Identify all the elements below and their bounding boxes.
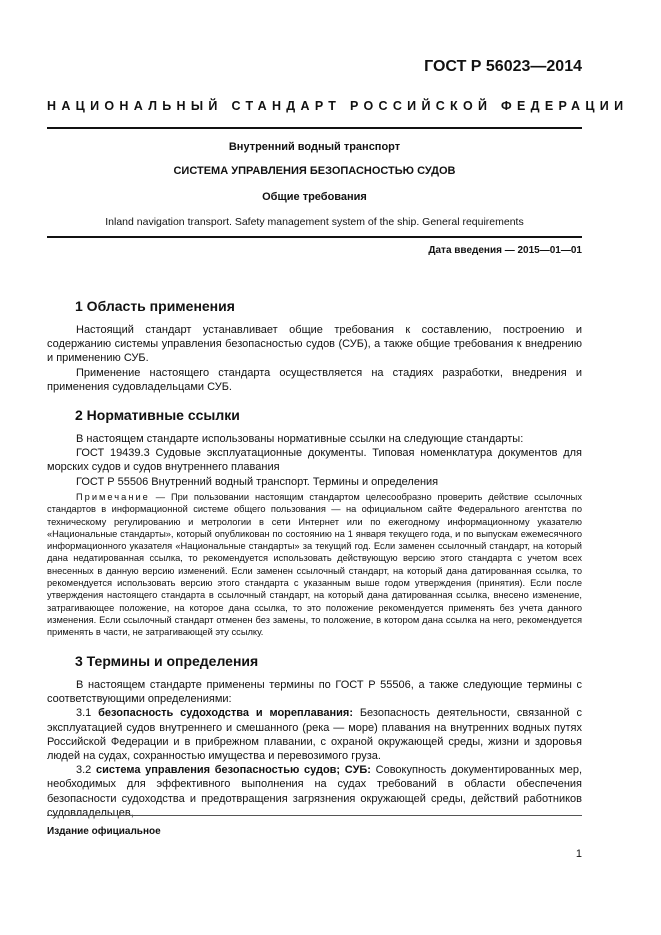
section-1-body (47, 323, 582, 394)
section-2-body (47, 432, 582, 489)
section-1-heading: 1 Область применения (75, 298, 235, 314)
term-3-1 (47, 706, 582, 763)
note-label: Примечание (76, 492, 150, 502)
term-number: 3.1 (76, 707, 99, 720)
section-2-paragraph: ГОСТ 19439.3 Судовые эксплуатационные документы. Типовая номенклатура документов для морских судов и судов внутреннего плавания (47, 447, 582, 474)
term-definition: Безопасность деятельности, связанной с эксплуатацией судов внутреннего и смешанного (река — море) плавания на внутренних водных путях Российской Федерации и в прибрежном плавании, с охраной окружающей среды, жизни и здоровья людей на судах, сохранностью имущества и перевозимого груза. (47, 707, 582, 763)
section-3-body (47, 678, 582, 820)
title-subtitle: Внутренний водный транспорт (228, 141, 401, 153)
title-main: СИСТЕМА УПРАВЛЕНИЯ БЕЗОПАСНОСТЬЮ СУДОВ (173, 165, 456, 177)
section-1-paragraph: Применение настоящего стандарта осуществляется на стадиях разработки, внедрения и применения судовладельцами СУБ. (47, 366, 582, 393)
footer-divider (47, 815, 582, 816)
national-standard-title: НАЦИОНАЛЬНЫЙ СТАНДАРТ РОССИЙСКОЙ ФЕДЕРАЦИИ (47, 99, 629, 113)
section-2-note (47, 491, 582, 639)
term-3-2 (47, 763, 582, 820)
document-number: ГОСТ Р 56023—2014 (424, 58, 582, 75)
section-2-paragraph: ГОСТ Р 55506 Внутренний водный транспорт. Термины и определения (76, 475, 439, 488)
section-1-paragraph: Настоящий стандарт устанавливает общие требования к составлению, построению и содержанию системы управления безопасностью судов (СУБ), а также общие требования к внедрению и применению СУБ. (47, 324, 582, 365)
section-3-heading: 3 Термины и определения (75, 653, 259, 669)
title-english: Inland navigation transport. Safety management system of the ship. General requirements (105, 216, 524, 228)
title-divider (47, 236, 582, 238)
term-name: безопасность судоходства и мореплавания: (98, 707, 353, 720)
term-definition: Совокупность документированных мер, необходимых для эффективного выполнения на судах требований в области обеспечения безопасности судоходства и предотвращения загрязнения окружающей среды, действий работников судовладельцев, (47, 764, 582, 819)
page-number: 1 (575, 848, 582, 860)
note-text: — При пользовании настоящим стандартом целесообразно проверить действие ссылочных стандартов в информационной системе общего пользования — на официальном сайте Федерального агентства по техническому регулированию и метрологии в сети Интернет или по ежегодному информационному указателю «Национальные стандарты», который опубликован по состоянию на 1 января текущего года, и по выпускам ежемесячного информационного указателя «Национальные стандарты» за текущий год. Если заменен ссылочный стандарт, на который дана недатированная ссылка, то рекомендуется использовать действующую версию этого стандарта с учетом всех внесенных в данную версию изменений. Если заменен ссылочный стандарт, на который дана датированная ссылка, то рекомендуется использовать версию этого стандарта с указанным выше годом утверждения (принятия). Если после утверждения настоящего стандарта в ссылочный стандарт, на который дана датированная ссылка, внесено изменение, затрагивающее положение, на которое дана ссылка, то это положение рекомендуется применять без учета данного изменения. Если ссылочный стандарт отменен без замены, то положение, в котором дана ссылка на него, рекомендуется применять в части, не затрагивающей эту ссылку. (47, 492, 582, 638)
introduction-date: Дата введения — 2015—01—01 (428, 245, 582, 256)
term-name: система управления безопасностью судов; СУБ: (95, 764, 371, 777)
term-number: 3.2 (76, 764, 96, 777)
title-general: Общие требования (262, 191, 367, 203)
section-2-paragraph: В настоящем стандарте использованы нормативные ссылки на следующие стандарты: (76, 433, 524, 445)
top-divider (47, 127, 582, 129)
section-2-heading: 2 Нормативные ссылки (75, 407, 240, 423)
section-3-paragraph: В настоящем стандарте применены термины по ГОСТ Р 55506, а также следующие термины с соответствующими определениями: (47, 679, 582, 706)
edition-label: Издание официальное (47, 826, 161, 837)
